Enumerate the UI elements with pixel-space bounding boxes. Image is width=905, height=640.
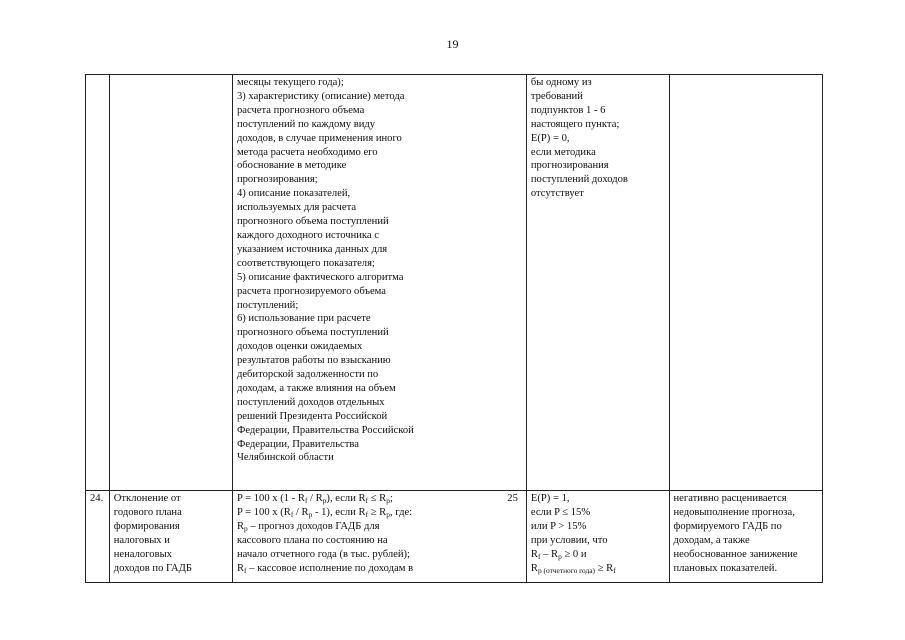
note-cell <box>669 491 822 583</box>
table-row <box>86 491 823 583</box>
text-line: указанием источника данных для <box>236 243 388 255</box>
text-line: результатов работы по взысканию <box>236 355 391 367</box>
text-line: подпунктов 1 - 6 <box>530 104 606 116</box>
formula-line: P = 100 x $(R_f / R_p - 1)$, если $R_f \ge R_p$, где: <box>236 506 413 519</box>
name-cell <box>109 491 232 583</box>
text-line: доходов по ГАДБ <box>113 562 192 574</box>
text-line: E(P) = 1, <box>530 493 570 504</box>
text-line: Федерации, Правительства Российской <box>236 424 414 436</box>
text-line: годового плана <box>113 506 182 518</box>
text-line: при условии, что <box>530 534 608 546</box>
text-line: недовыполнение прогноза, <box>673 506 795 518</box>
text-line: настоящего пункта; <box>530 118 620 130</box>
text-line: если P ≤ 15% <box>530 506 591 518</box>
text-line: необоснованное занижение <box>673 548 798 560</box>
text-line: $R_f$ – кассовое исполнение по доходам в <box>236 562 414 575</box>
text-line: поступлений доходов отдельных <box>236 396 385 408</box>
text-line: формируемого ГАДБ по <box>673 520 782 532</box>
text-line: плановых показателей. <box>673 562 778 574</box>
note-cell <box>669 75 822 491</box>
text-line: метода расчета необходимо его <box>236 146 378 158</box>
text-line: E(P) = 0, <box>530 132 570 144</box>
text-line: обоснование в методике <box>236 160 347 172</box>
text-line: месяцы текущего года); <box>236 77 344 88</box>
text-line: 3) характеристику (описание) метода <box>236 90 405 102</box>
number-cell: 24. <box>86 491 110 583</box>
text-line: используемых для расчета <box>236 202 357 214</box>
name-cell <box>109 75 232 491</box>
text-line: расчета прогнозируемого объема <box>236 285 386 297</box>
formula-line: P = 100 x $(1 - R_f / R_p)$, если $R_f \le R_p$; <box>236 493 393 505</box>
text-line: поступлений; <box>236 299 299 311</box>
text-line: прогнозного объема поступлений <box>236 327 389 339</box>
text-line: требований <box>530 90 583 102</box>
description-cell <box>232 75 526 491</box>
table-row <box>86 75 823 491</box>
text-line: кассового плана по состоянию на <box>236 534 388 546</box>
text-line: каждого доходного источника с <box>236 229 379 241</box>
text-line: расчета прогнозного объема <box>236 104 365 116</box>
text-line: дебиторской задолженности по <box>236 369 379 381</box>
text-line: начало отчетного года (в тыс. рублей); <box>236 548 411 560</box>
text-line: доходам, а также влияния на объем <box>236 382 396 394</box>
text-line: налоговых и <box>113 534 170 546</box>
number-cell <box>86 75 110 491</box>
text-line: решений Президента Российской <box>236 410 388 422</box>
text-line: прогнозирования; <box>236 174 318 186</box>
indicators-table <box>85 74 823 583</box>
text-line: соответствующего показателя; <box>236 257 375 269</box>
text-line: $R_f - R_p \ge 0$ и <box>530 548 587 561</box>
text-line: если методика <box>530 146 596 158</box>
text-line: Отклонение от <box>113 493 181 504</box>
text-line: доходов, в случае применения иного <box>236 132 402 144</box>
text-line: $R_p$ – прогноз доходов ГАДБ для <box>236 520 380 533</box>
text-line: 4) описание показателей, <box>236 188 351 200</box>
text-line: формирования <box>113 520 180 532</box>
page-number: 19 <box>446 37 459 51</box>
text-line: доходов оценки ожидаемых <box>236 341 363 353</box>
text-line: Челябинской области <box>236 452 334 464</box>
text-line: 5) описание фактического алгоритма <box>236 271 404 283</box>
points-value: 25 <box>507 493 518 504</box>
text-line: неналоговых <box>113 548 172 560</box>
text-line: прогнозного объема поступлений <box>236 216 389 228</box>
text-line: 6) использование при расчете <box>236 313 371 325</box>
text-line: отсутствует <box>530 188 584 200</box>
evaluation-cell <box>526 491 669 583</box>
evaluation-cell <box>526 75 669 491</box>
text-line: негативно расценивается <box>673 493 787 504</box>
text-line: Федерации, Правительства <box>236 438 359 450</box>
text-line: поступлений доходов <box>530 174 628 186</box>
text-line: бы одному из <box>530 77 592 88</box>
text-line: прогнозирования <box>530 160 609 172</box>
text-line: поступлений по каждому виду <box>236 118 376 130</box>
text-line: доходам, а также <box>673 534 750 546</box>
text-line: $R_{p (отчетного года)} \ge R_f$ <box>530 562 616 575</box>
description-cell <box>232 491 526 583</box>
text-line: или P > 15% <box>530 520 587 532</box>
